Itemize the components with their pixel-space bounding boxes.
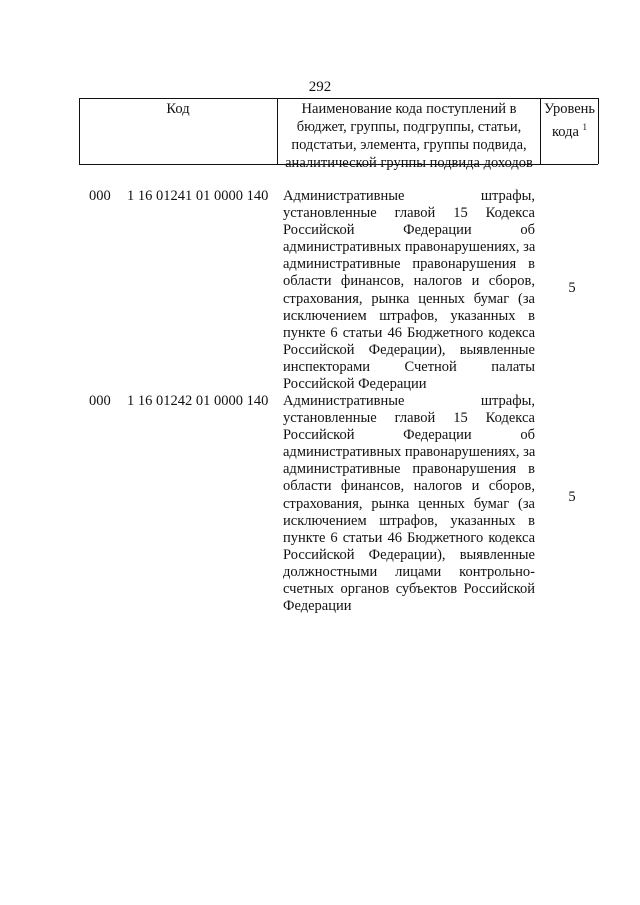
name-line: Российской Федерации), выявленные — [283, 341, 535, 358]
footnote-mark: 1 — [582, 122, 588, 132]
header-name-line: Наименование кода поступлений в — [301, 101, 517, 117]
header-name-line: аналитической группы подвида доходов — [285, 155, 533, 171]
income-name — [283, 188, 535, 393]
page-number: 292 — [308, 79, 332, 95]
name-line: установленные главой 15 Кодекса — [283, 205, 535, 222]
header-name-line: бюджет, группы, подгруппы, статьи, — [296, 119, 522, 135]
name-line: должностными лицами контрольно- — [283, 563, 535, 580]
name-line: административных правонарушениях, за — [283, 239, 536, 256]
name-line: административных правонарушениях, за — [283, 444, 536, 461]
name-line: Федерации — [283, 598, 352, 615]
name-line: Российской Федерации), выявленные — [283, 546, 535, 563]
header-level-line2: кода $^1$ — [551, 122, 588, 140]
name-line: Российской Федерации об — [283, 222, 535, 239]
header-border-right — [598, 98, 599, 164]
header-code: Код — [166, 101, 190, 117]
name-line: пункте 6 статьи 46 Бюджетного кодекса — [283, 529, 535, 546]
admin-code: 000 — [89, 393, 111, 409]
header-level — [541, 100, 598, 141]
admin-code: 000 — [89, 188, 111, 204]
name-line: Административные штрафы, — [283, 188, 535, 204]
income-code: 1 16 01241 01 0000 140 — [127, 188, 269, 204]
name-line: Административные штрафы, — [283, 393, 535, 409]
name-line: Российской Федерации — [283, 376, 427, 393]
name-line: страхования, рынка ценных бумаг (за — [283, 495, 535, 512]
header-name-line: подстатьи, элемента, группы подвида, — [291, 137, 527, 153]
income-name — [283, 393, 535, 615]
header-level-line1: Уровень — [543, 101, 596, 117]
name-line: области финансов, налогов и сборов, — [283, 273, 535, 290]
name-line: страхования, рынка ценных бумаг (за — [283, 290, 535, 307]
name-line: исключением штрафов, указанных в — [283, 307, 535, 324]
name-line: Российской Федерации об — [283, 427, 535, 444]
header-name — [278, 100, 540, 172]
code-level: 5 — [568, 489, 576, 505]
name-line: области финансов, налогов и сборов, — [283, 478, 535, 495]
name-line: административные правонарушения в — [283, 461, 535, 478]
name-line: пункте 6 статьи 46 Бюджетного кодекса — [283, 324, 535, 341]
name-line: счетных органов субъектов Российской — [283, 581, 535, 598]
header-top-border — [79, 98, 598, 99]
name-line: исключением штрафов, указанных в — [283, 512, 535, 529]
name-line: административные правонарушения в — [283, 256, 535, 273]
code-level: 5 — [568, 280, 576, 296]
name-line: инспекторами Счетной палаты — [283, 358, 535, 375]
name-line: установленные главой 15 Кодекса — [283, 410, 535, 427]
income-code: 1 16 01242 01 0000 140 — [127, 393, 269, 409]
